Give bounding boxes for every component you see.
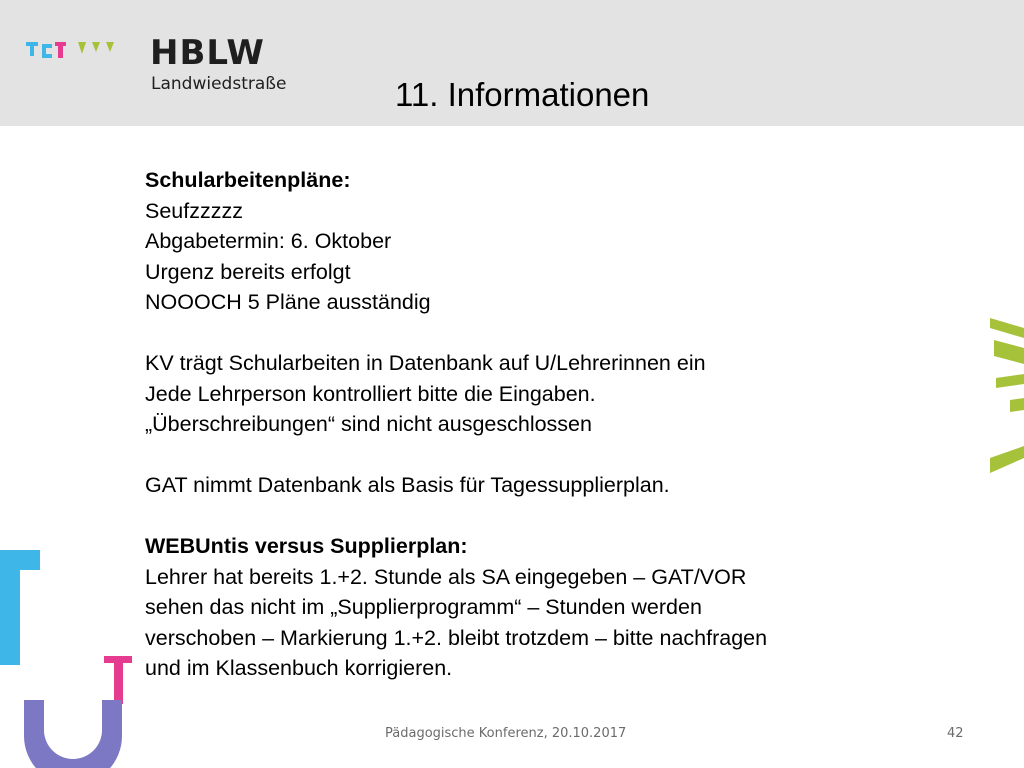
deco-blue-t-icon xyxy=(0,550,40,665)
footer-text: Pädagogische Konferenz, 20.10.2017 xyxy=(385,726,627,741)
deco-pink-t-icon xyxy=(104,656,132,704)
text-line: sehen das nicht im „Supplierprogramm“ – Stunden werden xyxy=(145,595,702,619)
text-line: und im Klassenbuch korrigieren. xyxy=(145,656,453,680)
text-line: Abgabetermin: 6. Oktober xyxy=(145,229,392,253)
header-band xyxy=(0,0,1024,126)
text-line: „Überschreibungen“ sind nicht ausgeschlossen xyxy=(145,412,592,436)
text-line: KV trägt Schularbeiten in Datenbank auf U/Lehrerinnen ein xyxy=(145,351,706,375)
text-line: Jede Lehrperson kontrolliert bitte die Eingaben. xyxy=(145,381,596,406)
section-heading: WEBUntis versus Supplierplan: xyxy=(145,534,468,558)
slide-body xyxy=(145,165,905,684)
page-number: 42 xyxy=(947,726,964,741)
text-line: GAT nimmt Datenbank als Basis für Tagessupplierplan. xyxy=(145,473,670,497)
brand-logo: HBLW xyxy=(150,33,265,73)
text-line: NOOOCH 5 Pläne ausständig xyxy=(145,290,431,314)
text-line: Urgenz bereits erfolgt xyxy=(145,259,351,284)
text-line: Lehrer hat bereits 1.+2. Stunde als SA eingegeben – GAT/VOR xyxy=(145,564,747,589)
deco-green-chevrons-icon xyxy=(990,318,1024,473)
deco-purple-u-icon xyxy=(24,700,122,768)
slide-title: 11. Informationen xyxy=(395,76,650,113)
logo-mark-icon xyxy=(22,38,132,64)
text-line: verschoben – Markierung 1.+2. bleibt trotzdem – bitte nachfragen xyxy=(145,625,768,650)
section-heading: Schularbeitenpläne: xyxy=(145,168,351,192)
text-line: Seufzzzzz xyxy=(145,198,243,223)
brand-subtitle: Landwiedstraße xyxy=(151,74,287,94)
